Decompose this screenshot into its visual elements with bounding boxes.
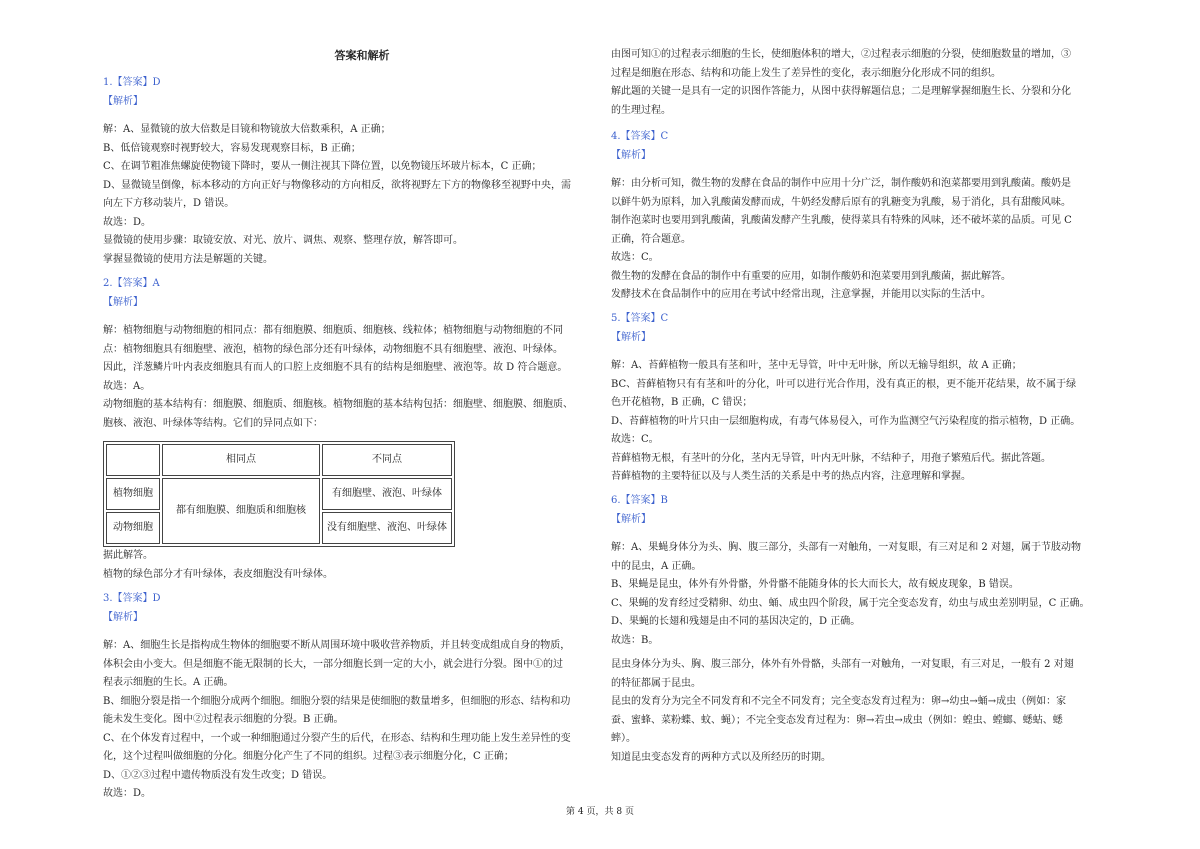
text-line: 正确，符合题意。	[611, 233, 691, 245]
table-corner	[106, 444, 160, 476]
text-line: 解：A、果蝇身体分为头、胸、腹三部分，头部有一对触角，一对复眼，有三对足和 2 对翅，属于节肢动物	[611, 542, 1081, 553]
text-line: 点：植物细胞具有细胞壁、液泡，植物的绿色部分还有叶绿体，动物细胞不具有细胞壁、液泡、叶绿体。	[103, 343, 563, 355]
page-title: 答案和解析	[334, 49, 390, 62]
answer-3	[103, 590, 621, 804]
text-line: C、在调节粗准焦螺旋使物镜下降时，要从一侧注视其下降位置，以免物镜压坏玻片标本，C 正确；	[103, 161, 542, 172]
comparison-table	[103, 441, 455, 547]
text-line: 胞核、液泡、叶绿体等结构。它们的异同点如下：	[103, 417, 323, 429]
table-cell: 没有细胞壁、液泡、叶绿体	[322, 512, 452, 544]
text-line: 解：由分析可知，微生物的发酵在食品的制作中应用十分广泛，制作酸奶和泡菜都要用到乳酸菌。酸奶是	[611, 178, 1071, 189]
text-line: D、苔藓植物的叶片只由一层细胞构成，有毒气体易侵入，可作为监测空气污染程度的指示植物，D 正确。	[611, 415, 1081, 427]
answer-head: 3.【答案】D	[103, 593, 161, 604]
answer-3-continued	[611, 46, 1129, 120]
text-line: 昆虫身体分为头、胸、腹三部分，体外有外骨骼，头部有一对触角，一对复眼，有三对足，一般有 2 对翅	[611, 659, 1074, 670]
answer-head: 5.【答案】C	[611, 313, 669, 324]
table-header: 相同点	[162, 444, 320, 476]
text-line: 向左下方移动装片，D 错误。	[103, 198, 235, 209]
answer-head: 2.【答案】A	[103, 278, 160, 289]
answer-head: 1.【答案】D	[103, 77, 161, 88]
text-line: D、①②③过程中遗传物质没有发生改变；D 错误。	[103, 769, 333, 781]
answer-5	[611, 310, 1129, 487]
text-line: 体积会由小变大。但是细胞不能无限制的长大，一部分细胞长到一定的大小，就会进行分裂。图中①的过	[103, 658, 563, 670]
text-line: 发酵技术在食品制作中的应用在考试中经常出现，注意掌握，并能用以实际的生活中。	[611, 289, 991, 300]
text-line: 中的昆虫，A 正确。	[611, 560, 702, 572]
text-line: 故选：C。	[611, 252, 659, 263]
text-line: 解：A、细胞生长是指构成生物体的细胞要不断从周围环境中吸收营养物质，并且转变成组成自身的物质，	[103, 640, 571, 651]
text-line: 微生物的发酵在食品的制作中有重要的应用，如制作酸奶和泡菜要用到乳酸菌，据此解答。	[611, 270, 1011, 282]
text-line: 色开花植物，B 正确，C 错误；	[611, 397, 753, 408]
answer-4	[611, 128, 1129, 305]
text-line: 故选：C。	[611, 434, 659, 445]
text-line: 知道昆虫变态发育的两种方式以及所经历的时期。	[611, 751, 831, 763]
table-row-label: 植物细胞	[106, 478, 160, 510]
table-cell: 有细胞壁、液泡、叶绿体	[322, 478, 452, 510]
text-line: B、细胞分裂是指一个细胞分成两个细胞。细胞分裂的结果是使细胞的数量增多，但细胞的形态、结构和功	[103, 695, 571, 707]
text-line: 制作泡菜时也要用到乳酸菌，乳酸菌发酵产生乳酸，使得菜具有特殊的风味，还不破坏菜的品质。可见 C	[611, 215, 1072, 226]
text-line: 苔藓植物的主要特征以及与人类生活的关系是中考的热点内容，注意理解和掌握。	[611, 471, 971, 482]
answer-head: 6.【答案】B	[611, 495, 668, 506]
text-line: 苔藓植物无根，有茎叶的分化，茎内无导管，叶内无叶脉，不结种子，用孢子繁殖后代。据此答题。	[611, 452, 1051, 464]
text-line: BC、苔藓植物只有有茎和叶的分化，叶可以进行光合作用，没有真正的根，更不能开花结果，故不属于绿	[611, 378, 1077, 390]
text-line: 掌握显微镜的使用方法是解题的关键。	[103, 253, 273, 265]
text-line: 过程是细胞在形态、结构和功能上发生了差异性的变化，表示细胞分化形成不同的组织。	[611, 67, 1001, 79]
text-line: C、果蝇的发育经过受精卵、幼虫、蛹、成虫四个阶段，属于完全变态发育，幼虫与成虫差别明显，C 正确。	[611, 597, 1090, 609]
text-line: 能未发生变化。图中②过程表示细胞的分裂。B 正确。	[103, 714, 344, 725]
text-line: 动物细胞的基本结构有：细胞膜、细胞质、细胞核。植物细胞的基本结构包括：细胞壁、细胞膜、细胞质、	[103, 399, 573, 410]
text-line: 由图可知①的过程表示细胞的生长，使细胞体积的增大，②过程表示细胞的分裂，使细胞数量的增加，③	[611, 49, 1071, 60]
analysis-label: 【解析】	[103, 296, 143, 308]
text-line: 植物的绿色部分才有叶绿体，表皮细胞没有叶绿体。	[103, 568, 333, 580]
answer-head: 4.【答案】C	[611, 131, 669, 142]
text-line: 解此题的关键一是具有一定的识图作答能力，从图中获得解题信息；二是理解掌握细胞生长、分裂和分化	[611, 86, 1071, 97]
text-line: 故选：A。	[103, 380, 151, 392]
page-footer: 第 4 页，共 8 页	[566, 807, 634, 817]
text-line: 昆虫的发育分为完全不同发育和不完全不同发育；完全变态发育过程为：卵→幼虫→蛹→成虫（例如：家	[611, 696, 1067, 707]
text-line: 解：植物细胞与动物细胞的相同点：都有细胞膜、细胞质、细胞核、线粒体；植物细胞与动物细胞的不同	[103, 325, 563, 336]
text-line: C、在个体发育过程中，一个或一种细胞通过分裂产生的后代，在形态、结构和生理功能上发生差异性的变	[103, 732, 571, 744]
analysis-label: 【解析】	[103, 611, 143, 623]
text-line: D、显微镜呈倒像，标本移动的方向正好与物像移动的方向相反，欲将视野左下方的物像移至视野中央，需	[103, 179, 572, 191]
text-line: B、果蝇是昆虫，体外有外骨骼，外骨骼不能随身体的长大而长大，故有蜕皮现象，B 错误。	[611, 579, 1019, 590]
text-line: 蟀）。	[611, 733, 636, 744]
text-line: 程表示细胞的生长。A 正确。	[103, 677, 234, 688]
text-line: 故选：B。	[611, 634, 659, 646]
text-line: 蚕、蜜蜂、菜粉蝶、蚊、蝇）；不完全变态发育过程为：卵→若虫→成虫（例如：蝗虫、螳螂、蟋蛄、蟋	[611, 714, 1063, 726]
text-line: D、果蝇的长翅和残翅是由不同的基因决定的，D 正确。	[611, 616, 861, 627]
text-line: 的特征都属于昆虫。	[611, 677, 701, 689]
table-header: 不同点	[322, 444, 452, 476]
table-cell: 都有细胞膜、细胞质和细胞核	[162, 478, 320, 544]
analysis-label: 【解析】	[611, 513, 651, 525]
answer-1	[103, 74, 621, 269]
text-line: 因此，洋葱鳞片叶内表皮细胞具有而人的口腔上皮细胞不具有的结构是细胞壁、液泡等。故 D 符合题意。	[103, 362, 568, 373]
text-line: 解：A、显微镜的放大倍数是目镜和物镜放大倍数乘积，A 正确；	[103, 124, 391, 135]
analysis-label: 【解析】	[103, 95, 143, 107]
answer-6	[611, 492, 1129, 767]
text-line: 显微镜的使用步骤：取镜安放、对光、放片、调焦、观察、整理存放，解答即可。	[103, 235, 463, 246]
answer-2	[103, 275, 621, 584]
text-line: B、低倍镜观察时视野较大，容易发现观察目标，B 正确；	[103, 142, 361, 154]
text-line: 故选：D。	[103, 788, 152, 799]
text-line: 故选：D。	[103, 216, 152, 228]
text-line: 据此解答。	[103, 550, 153, 561]
text-line: 化，这个过程叫做细胞的分化。细胞分化产生了不同的组织。过程③表示细胞分化，C 正确；	[103, 751, 514, 762]
text-line: 以鲜牛奶为原料，加入乳酸菌发酵而成，牛奶经发酵后原有的乳糖变为乳酸，易于消化，具有甜酸风味。	[611, 196, 1071, 208]
table-row-label: 动物细胞	[106, 512, 160, 544]
text-line: 解：A、苔藓植物一般具有茎和叶，茎中无导管，叶中无叶脉，所以无输导组织，故 A 正确；	[611, 360, 1022, 371]
analysis-label: 【解析】	[611, 331, 651, 343]
analysis-label: 【解析】	[611, 149, 651, 161]
text-line: 的生理过程。	[611, 104, 671, 116]
